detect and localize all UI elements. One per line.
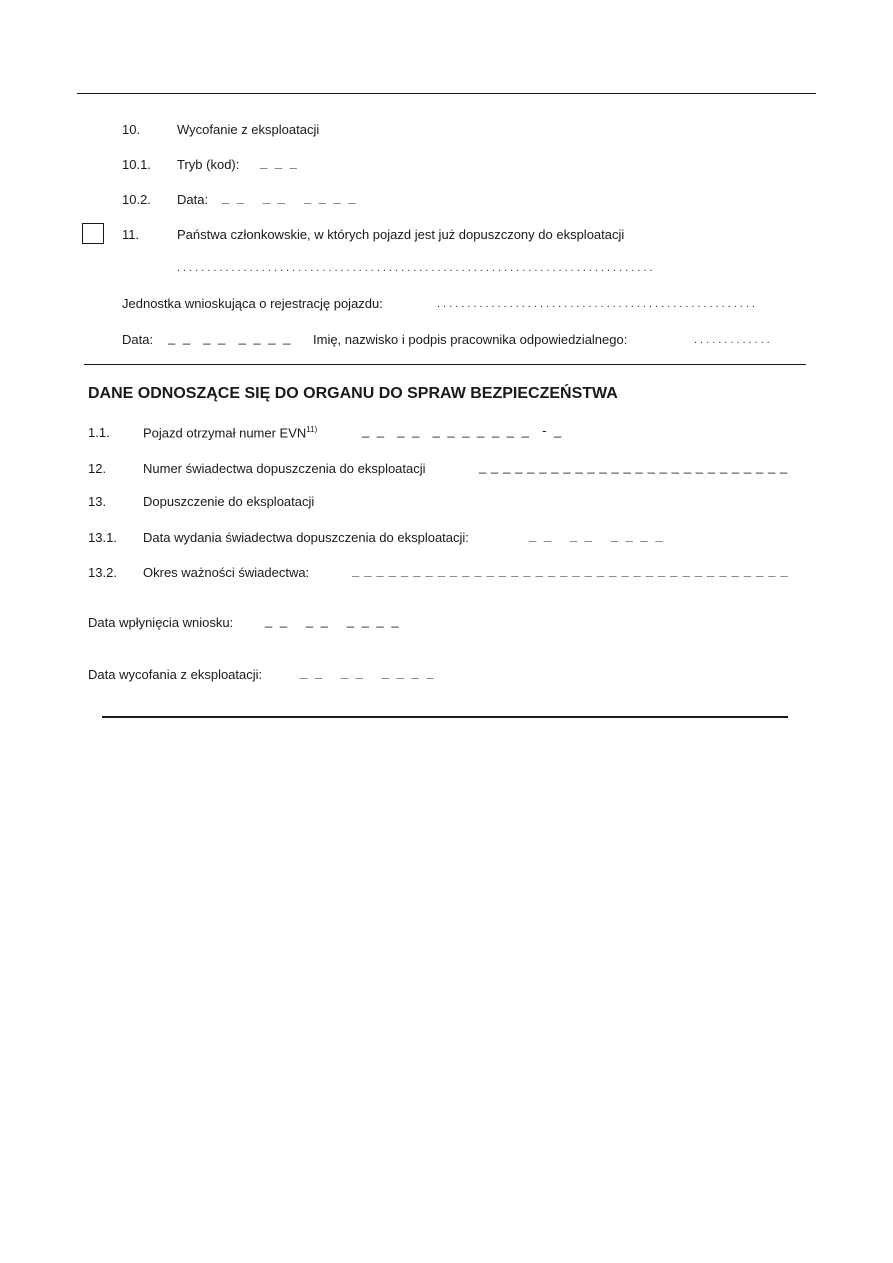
sign-date-label: Data: [122,332,154,347]
item-13-1-label: Data wydania świadectwa dopuszczenia do eksploatacji: [143,530,469,545]
item-13-2-blank[interactable]: _ _ _ _ _ _ _ _ _ _ _ _ _ _ _ _ _ _ _ _ _ _ _ _ _ _ _ _ _ _ _ _ _ _ _ _ [352,563,789,578]
sign-date-blank[interactable]: _ _ _ _ _ _ _ _ [168,330,293,345]
item-13-label: Dopuszczenie do eksploatacji [143,494,315,509]
item-1-1-blank[interactable]: _ _ _ _ _ _ _ _ _ _ _ - _ [362,423,564,438]
item-12-label: Numer świadectwa dopuszczenia do eksploatacji [143,461,426,476]
item-13-1-blank[interactable]: _ _ _ _ _ _ _ _ [529,528,665,543]
item-10-1-label: Tryb (kod): [177,157,240,172]
withdrawn-date-blank[interactable]: _ _ _ _ _ _ _ _ [300,665,436,680]
item-12-blank[interactable]: _ _ _ _ _ _ _ _ _ _ _ _ _ _ _ _ _ _ _ _ _ _ _ _ _ _ [479,459,788,474]
item-10-number: 10. [122,122,141,137]
responsible-person-label: Imię, nazwisko i podpis pracownika odpowiedzialnego: [313,332,628,347]
item-1-1-label: Pojazd otrzymał numer EVN [143,425,307,441]
item-13-1-number: 13.1. [88,530,117,545]
item-10-1-number: 10.1. [122,157,151,172]
received-date-label: Data wpłynięcia wniosku: [88,615,234,630]
item-13-2-number: 13.2. [88,565,117,580]
applicant-unit-dotted-field[interactable]: ..................................................... [437,298,758,310]
responsible-person-dotted-field[interactable]: ............. [694,334,773,346]
item-10-label: Wycofanie z eksploatacji [177,122,320,137]
top-rule [77,93,816,94]
item-1-1-label-wrap [143,425,317,440]
item-10-2-label: Data: [177,192,209,207]
item-13-number: 13. [88,494,107,509]
item-12-number: 12. [88,461,107,476]
item-11-number: 11. [122,227,140,242]
item-11-label: Państwa członkowskie, w których pojazd jest już dopuszczony do eksploatacji [177,227,625,242]
withdrawn-date-label: Data wycofania z eksploatacji: [88,667,263,682]
item-1-1-footnote: 11) [306,425,318,434]
received-date-blank[interactable]: _ _ _ _ _ _ _ _ [265,613,401,628]
item-10-2-blank[interactable]: _ _ _ _ _ _ _ _ [222,190,358,205]
authority-section-heading: DANE ODNOSZĄCE SIĘ DO ORGANU DO SPRAW BEZPIECZEŃSTWA [88,385,618,402]
item-1-1-number: 1.1. [88,425,110,440]
item-10-1-blank[interactable]: _ _ _ [260,155,299,170]
item-10-2-number: 10.2. [122,192,151,207]
section-separator [84,364,806,365]
item-11-checkbox[interactable] [82,223,104,244]
applicant-unit-label: Jednostka wnioskująca o rejestrację pojazdu: [122,296,383,311]
item-13-2-label: Okres ważności świadectwa: [143,565,310,580]
bottom-rule [102,716,788,718]
item-11-dotted-field[interactable]: ............................................................................... [177,262,656,274]
